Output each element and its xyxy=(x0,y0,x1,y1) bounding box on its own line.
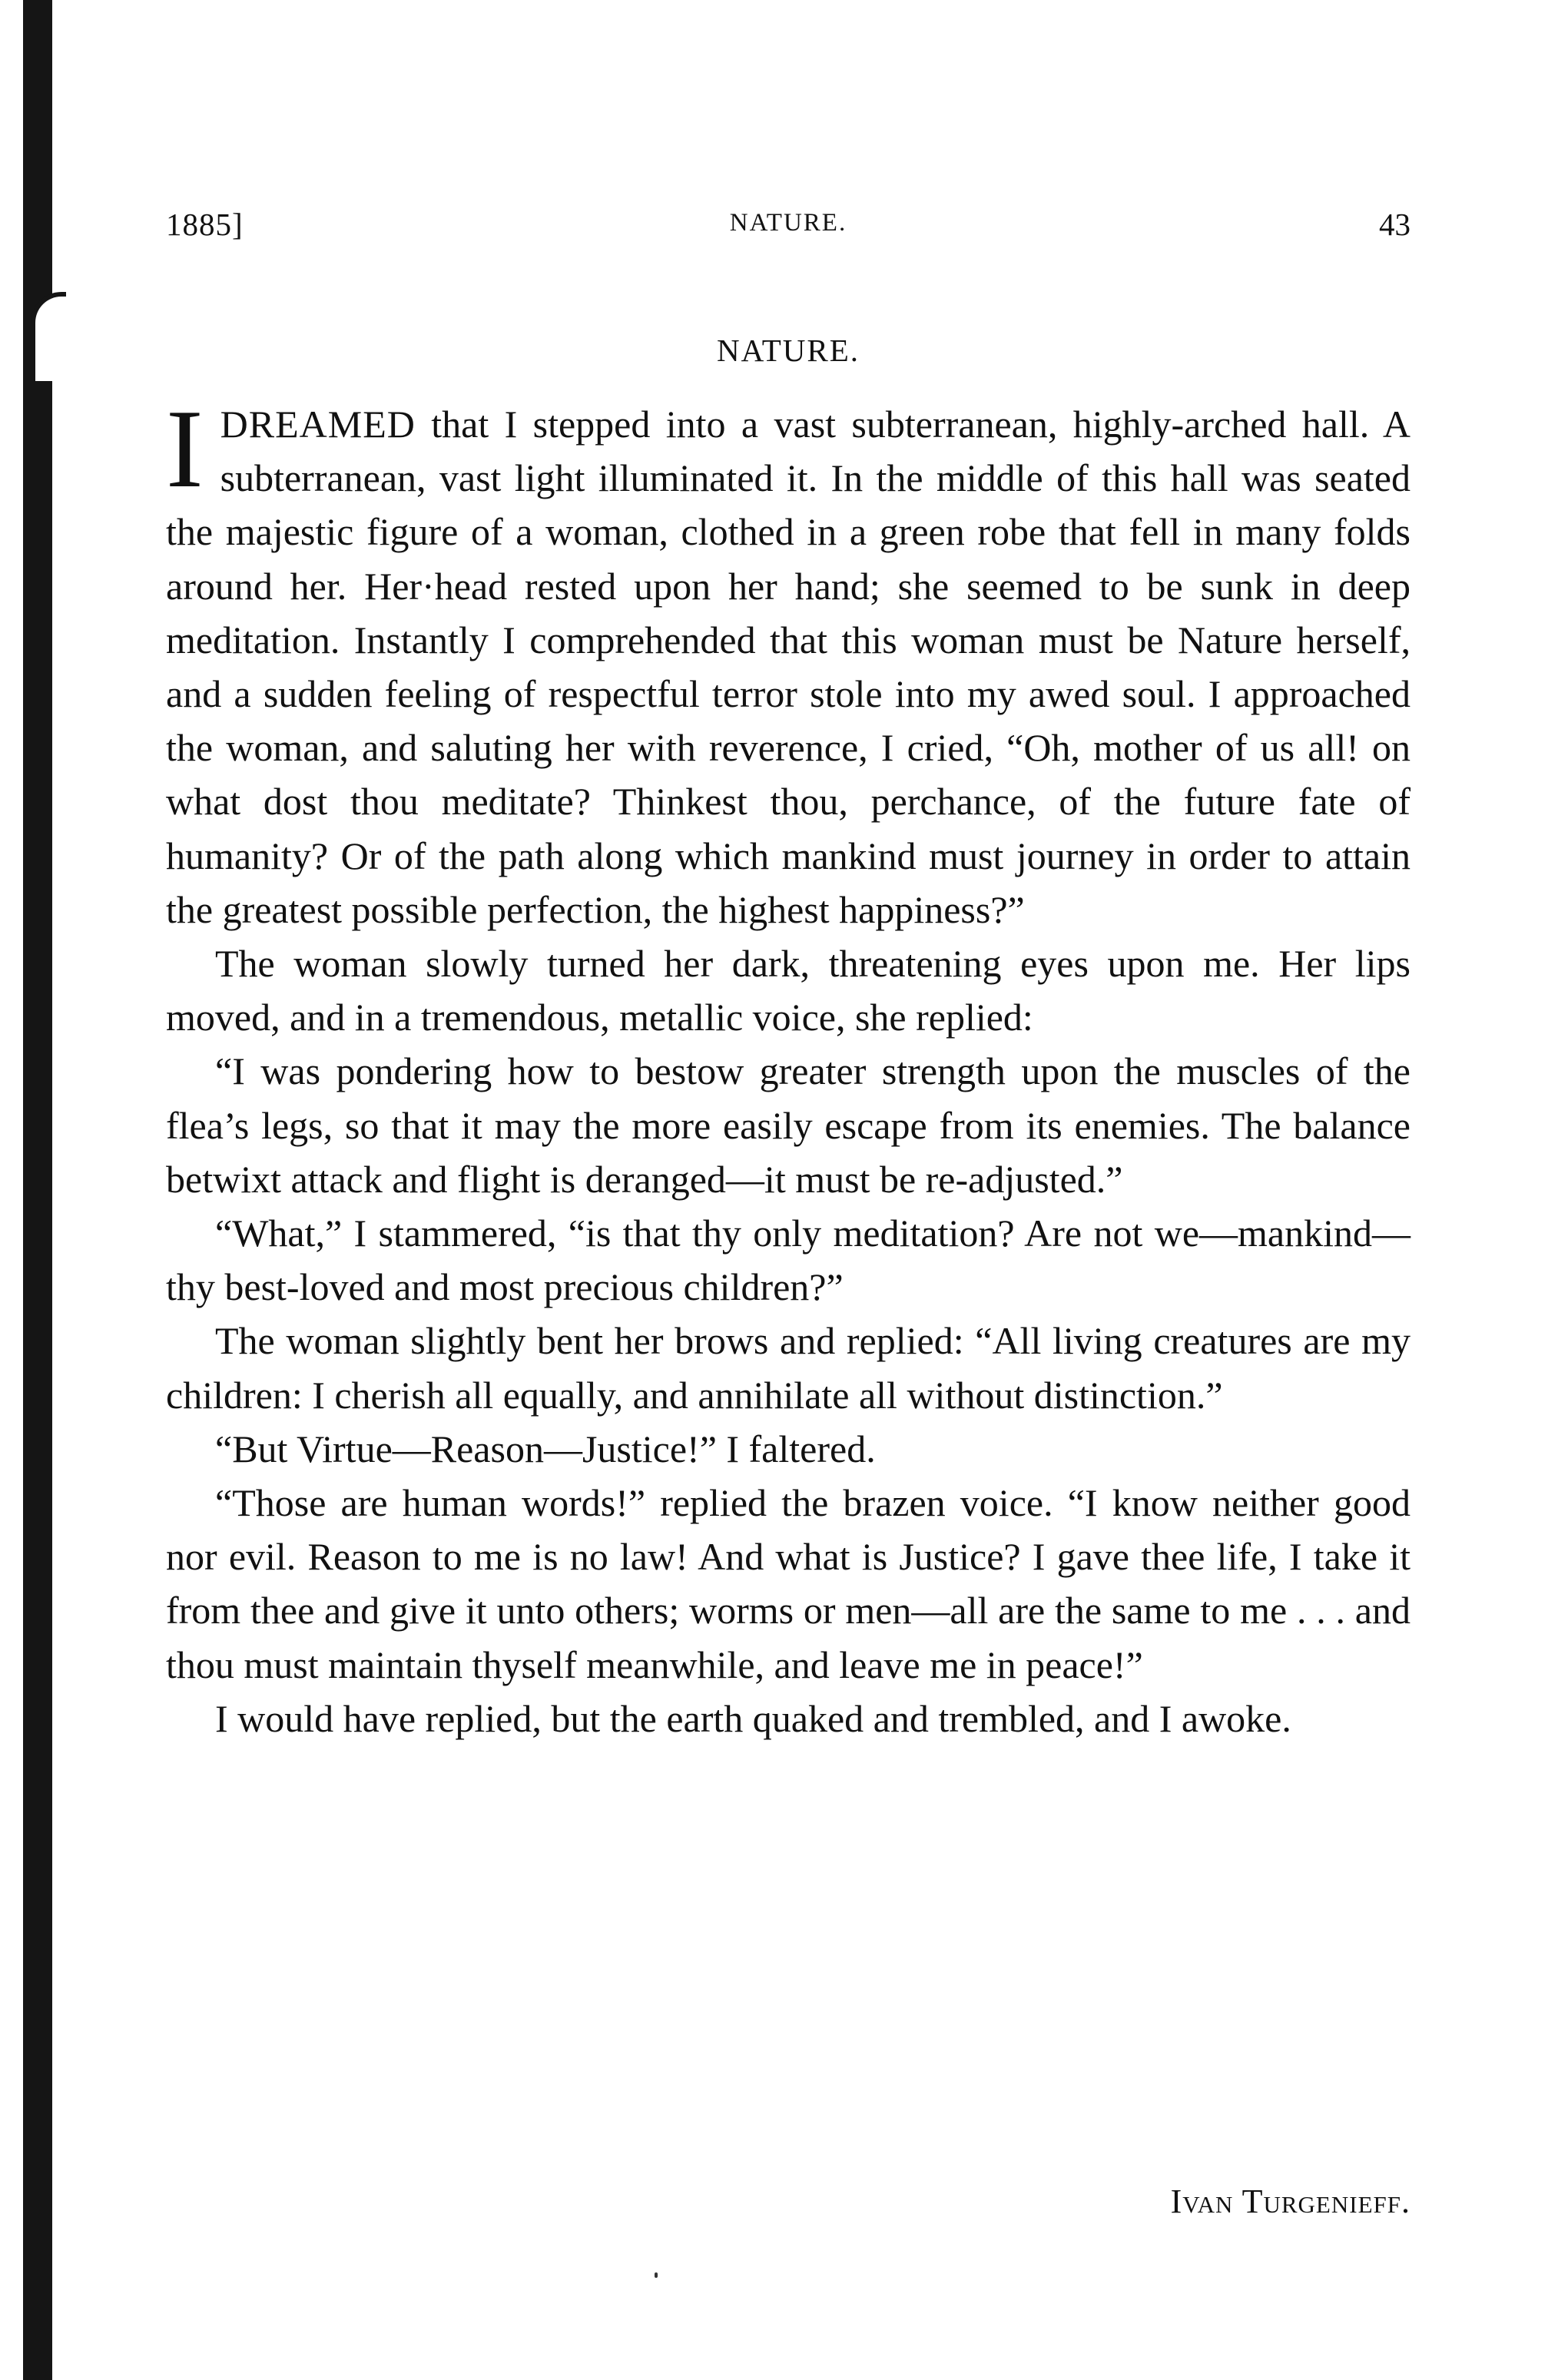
running-head-year: 1885] xyxy=(166,207,244,242)
paragraph-8: I would have replied, but the earth quaked and trembled, and I awoke. xyxy=(215,1696,1291,1740)
paragraph-3: “I was pondering how to bestow greater strength upon the muscles of the flea’s legs, so that it may the more easily escape from its enemies. The balance betwixt attack and flight is deranged—it must be re-adjusted.” xyxy=(166,1049,1411,1201)
article-body xyxy=(166,386,1411,1745)
article-title: NATURE. xyxy=(717,333,860,368)
paragraph-6: “But Virtue—Reason—Justice!” I faltered. xyxy=(215,1427,876,1470)
binding-edge xyxy=(0,0,60,2380)
running-head xyxy=(166,206,1411,252)
drop-cap: I xyxy=(166,386,204,511)
running-head-journal: NATURE. xyxy=(729,209,847,237)
author-signature: Ivan Turgenieff. xyxy=(1170,2183,1411,2220)
lead-caps: DREAMED xyxy=(220,403,416,446)
ink-speck xyxy=(655,2272,658,2278)
paragraph-5: The woman slightly bent her brows and replied: “All living creatures are my children: I cherish all equally, and annihilate all without distinction.” xyxy=(166,1319,1411,1417)
paragraph-1 xyxy=(166,386,1411,936)
paper-curl xyxy=(31,292,66,381)
paragraph-4: “What,” I stammered, “is that thy only meditation? Are not we—mankind—thy best-loved and most precious children?” xyxy=(166,1212,1411,1309)
paragraph-1-text: that I stepped into a vast subterranean, highly-arched hall. A subterranean, vast light illuminated it. In the middle of this hall was seated the majestic figure of a woman, clothed in a green robe that fell in many folds around her. Her·head rested upon her hand; she seemed to be sunk in deep meditation. Instantly I comprehended that this woman must be Nature herself, and a sudden feeling of respectful terror stole into my awed soul. I approached the woman, and saluting her with reverence, I cried, “Oh, mother of us all! on what dost thou meditate? Thinkest thou, perchance, of the future fate of humanity? Or of the path along which mankind must journey in order to attain the greatest possible perfection, the highest happiness?” xyxy=(166,403,1411,931)
page-number: 43 xyxy=(1379,207,1411,242)
paragraph-2: The woman slowly turned her dark, threatening eyes upon me. Her lips moved, and in a tremendous, metallic voice, she replied: xyxy=(166,942,1411,1039)
paragraph-7: “Those are human words!” replied the brazen voice. “I know neither good nor evil. Reason to me is no law! And what is Justice? I gave thee life, I take it from thee and give it unto others; worms or men—all are the same to me . . . and thou must maintain thyself meanwhile, and leave me in peace!” xyxy=(166,1481,1411,1686)
